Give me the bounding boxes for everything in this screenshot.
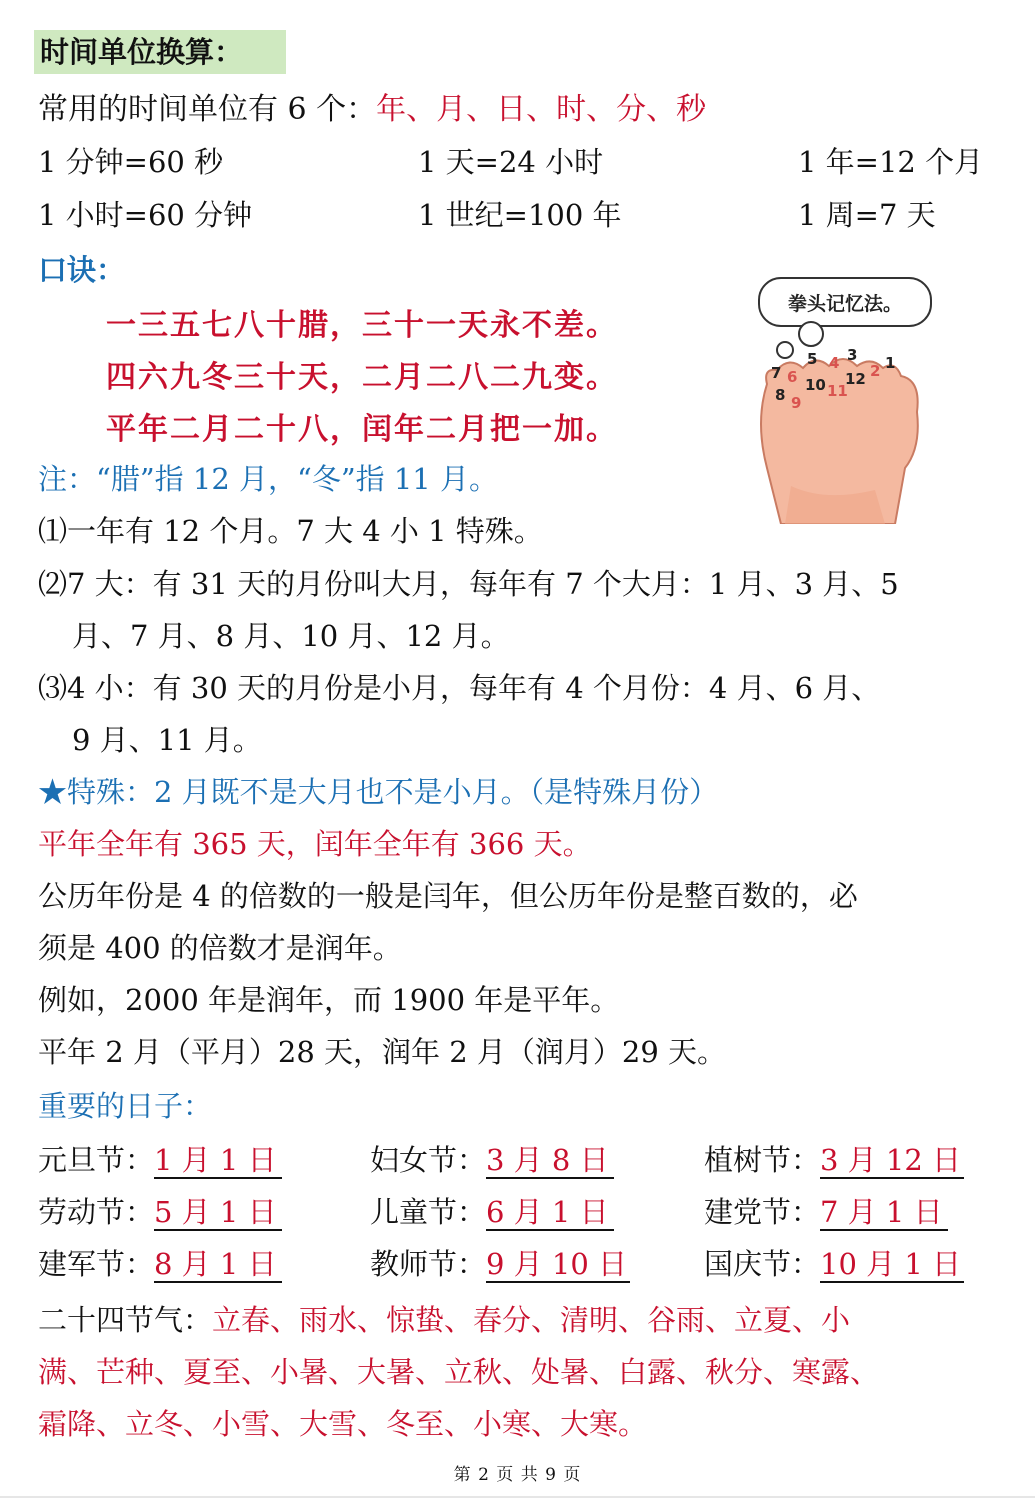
holiday-name: 元旦节： xyxy=(38,1143,155,1177)
important-days-heading: 重要的日子： xyxy=(38,1089,213,1123)
conversion-item: 1 世纪=100 年 xyxy=(418,198,622,232)
holiday-item xyxy=(38,1138,282,1179)
knuckle-number: 3 xyxy=(847,346,858,364)
conversion-item: 1 分钟=60 秒 xyxy=(38,145,224,179)
holiday-date: 9 月 10 日 xyxy=(486,1247,628,1281)
holiday-name: 植树节： xyxy=(704,1143,821,1177)
holiday-date-blank xyxy=(154,1143,282,1179)
knuckle-number: 2 xyxy=(870,362,881,380)
example-line: 例如，2000 年是润年，而 1900 年是平年。 xyxy=(38,983,620,1017)
holiday-date-blank xyxy=(486,1143,614,1179)
knuckle-number: 10 xyxy=(805,376,826,394)
holiday-date: 5 月 1 日 xyxy=(154,1195,277,1229)
holiday-name: 劳动节： xyxy=(38,1195,155,1229)
section-title: 时间单位换算： xyxy=(34,30,286,74)
holiday-date-blank xyxy=(154,1247,282,1283)
knuckle-number: 1 xyxy=(885,354,896,372)
holiday-date-blank xyxy=(486,1195,614,1231)
year-days: 平年全年有 365 天，闰年全年有 366 天。 xyxy=(38,827,592,861)
holiday-date: 3 月 8 日 xyxy=(486,1143,609,1177)
knuckle-number: 5 xyxy=(807,350,818,368)
holiday-date: 3 月 12 日 xyxy=(820,1143,962,1177)
solar-terms-text: 立春、雨水、惊蛰、春分、清明、谷雨、立夏、小 xyxy=(212,1303,851,1337)
feb-days-line: 平年 2 月（平月）28 天，润年 2 月（润月）29 天。 xyxy=(38,1035,727,1069)
special-note: ★特殊：2 月既不是大月也不是小月。（是特殊月份） xyxy=(38,775,719,809)
holiday-date-blank xyxy=(486,1247,630,1283)
point-line: 月、7 月、8 月、10 月、12 月。 xyxy=(72,619,510,653)
holiday-date-blank xyxy=(820,1247,964,1283)
holiday-item xyxy=(704,1138,964,1179)
knuckle-number: 12 xyxy=(845,370,866,388)
holiday-date-blank xyxy=(154,1195,282,1231)
page-footer: 第 2 页 共 9 页 xyxy=(453,1465,582,1485)
leap-rule-line: 公历年份是 4 的倍数的一般是闫年，但公历年份是整百数的，必 xyxy=(38,879,858,913)
rhyme-note: 注：“腊”指 12 月，“冬”指 11 月。 xyxy=(38,462,498,496)
rhyme-line: 平年二月二十八，闰年二月把一加。 xyxy=(106,412,618,447)
holiday-item xyxy=(704,1242,964,1283)
holiday-item xyxy=(38,1190,282,1231)
holiday-name: 儿童节： xyxy=(370,1195,487,1229)
holiday-item xyxy=(704,1190,948,1231)
holiday-date: 6 月 1 日 xyxy=(486,1195,609,1229)
bubble-text: 拳头记忆法。 xyxy=(787,293,903,315)
rhyme-line: 一三五七八十腊，三十一天永不差。 xyxy=(106,308,618,343)
holiday-name: 国庆节： xyxy=(704,1247,821,1281)
holiday-name: 建党节： xyxy=(704,1195,821,1229)
holiday-item xyxy=(370,1190,614,1231)
holiday-name: 建军节： xyxy=(38,1247,155,1281)
fist-memory-illustration xyxy=(745,272,945,524)
knuckle-number: 9 xyxy=(791,394,802,412)
knuckle-number: 11 xyxy=(827,382,848,400)
holiday-date-blank xyxy=(820,1195,948,1231)
knuckle-number: 8 xyxy=(775,386,786,404)
solar-terms-line xyxy=(38,1298,850,1339)
holiday-item xyxy=(370,1138,614,1179)
knuckle-number: 4 xyxy=(829,354,840,372)
holiday-date: 1 月 1 日 xyxy=(154,1143,277,1177)
holiday-date: 7 月 1 日 xyxy=(820,1195,943,1229)
knuckle-number: 6 xyxy=(787,368,798,386)
holiday-name: 妇女节： xyxy=(370,1143,487,1177)
point-line: ⑶4 小：有 30 天的月份是小月，每年有 4 个月份：4 月、6 月、 xyxy=(38,671,881,705)
bottom-divider xyxy=(0,1496,1035,1498)
holiday-item xyxy=(38,1242,282,1283)
conversion-item: 1 天=24 小时 xyxy=(418,145,604,179)
units-list: 年、月、日、时、分、秒 xyxy=(376,92,707,127)
leap-rule-line: 须是 400 的倍数才是润年。 xyxy=(38,931,402,965)
point-line: 9 月、11 月。 xyxy=(72,723,262,757)
conversion-item: 1 周=7 天 xyxy=(798,198,936,232)
solar-terms-text: 霜降、立冬、小雪、大雪、冬至、小寒、大寒。 xyxy=(38,1407,648,1441)
units-line xyxy=(38,84,706,128)
conversion-item: 1 年=12 个月 xyxy=(798,145,984,179)
solar-terms-label: 二十四节气： xyxy=(38,1303,213,1337)
rhyme-line: 四六九冬三十天，二月二八二九变。 xyxy=(106,360,618,395)
rhyme-heading: 口诀： xyxy=(38,253,126,287)
point-line: ⑵7 大：有 31 天的月份叫大月，每年有 7 个大月：1 月、3 月、5 xyxy=(38,567,899,601)
point-line: ⑴一年有 12 个月。7 大 4 小 1 特殊。 xyxy=(38,514,543,548)
knuckle-number: 7 xyxy=(771,364,782,382)
holiday-name: 教师节： xyxy=(370,1247,487,1281)
fist-illustration-svg xyxy=(745,272,945,524)
conversion-item: 1 小时=60 分钟 xyxy=(38,198,253,232)
holiday-date: 10 月 1 日 xyxy=(820,1247,962,1281)
solar-terms-text: 满、芒种、夏至、小暑、大暑、立秋、处暑、白露、秋分、寒露、 xyxy=(38,1355,880,1389)
holiday-date-blank xyxy=(820,1143,964,1179)
units-prefix: 常用的时间单位有 6 个： xyxy=(38,92,377,127)
holiday-item xyxy=(370,1242,630,1283)
thought-dot xyxy=(777,342,793,358)
holiday-date: 8 月 1 日 xyxy=(154,1247,277,1281)
thought-dot xyxy=(799,322,823,346)
